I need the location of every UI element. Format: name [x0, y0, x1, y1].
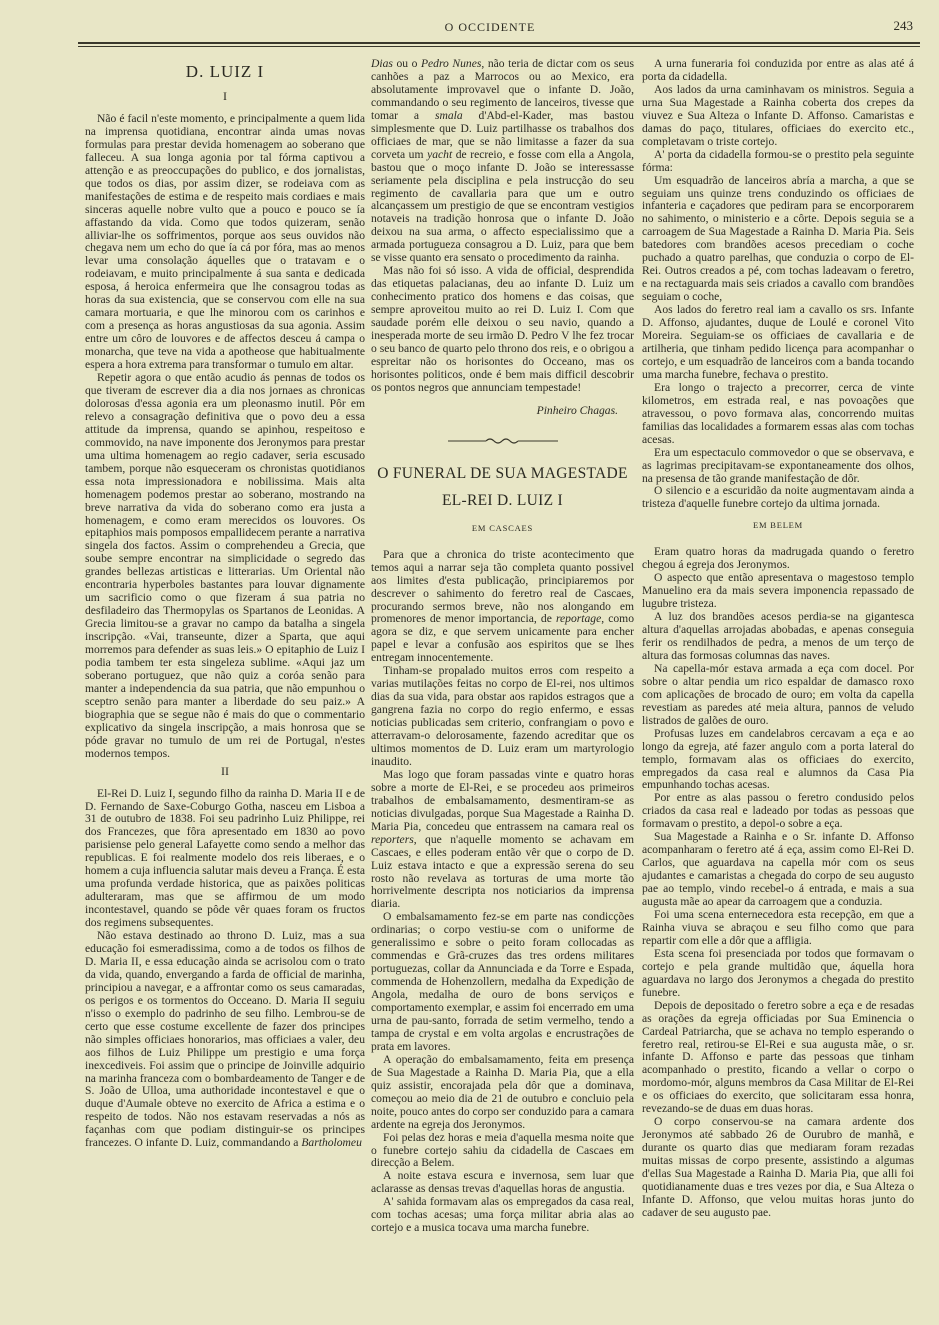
- paragraph: [642, 909, 914, 948]
- paragraph-text: A' porta da cidadella formou-se o prestito pela seguinte fórma:: [642, 147, 914, 174]
- paragraph: [371, 1196, 634, 1235]
- article-title: D. LUIZ I: [185, 62, 265, 81]
- paragraph: [85, 113, 365, 372]
- paragraph: [642, 175, 914, 305]
- paragraph: [371, 549, 634, 666]
- paragraph-text: , que n'aquelle momento se achavam em Cascaes, e elles poderam então vêr que o corpo de D. Luiz estava intacto e que a expressão serena do seu rosto não revelava as torturas de uma morte tão horrivelmente descripta nos noticiarios da imprensa diaria.: [371, 832, 634, 911]
- paragraph-text: Foi pelas dez horas e meia d'aquella mesma noite que o funebre cortejo sahiu da cidadella de Cascaes em direcção a Belem.: [371, 1130, 634, 1170]
- article-title-line: EL-REI D. LUIZ I: [441, 491, 563, 509]
- paragraph-text: O silencio e a escuridão da noite augmentavam ainda a tristeza d'aquelle funebre cortejo da ultima jornada.: [642, 484, 914, 511]
- paragraph: [642, 382, 914, 447]
- paragraph: [642, 1116, 914, 1220]
- paragraph-text: Mas logo que foram passadas vinte e quatro horas sobre a morte de El-Rei, e se procedeu aos primeiros trabalhos de embalsamamento, desmentiram-se as noticias divulgadas, porque Sua Magestade a Rainha D. Maria Pia, concedeu que entrassem na camara real os: [371, 767, 634, 833]
- paragraph-text: A urna funeraria foi conduzida por entre as alas até á porta da cidadella.: [642, 57, 914, 83]
- paragraph: [642, 485, 914, 511]
- paragraph: [642, 831, 914, 909]
- paragraph-text: Aos lados da urna caminhavam os ministros. Seguia a urna Sua Magestade a Rainha coberta dos crepes da viuvez e Sua Alteza o Infante D. Affonso. Camaristas e damas do paço, titulares, officiaes do exercito etc., completavam o triste cortejo.: [642, 82, 914, 148]
- author-signature: Pinheiro Chagas.: [536, 403, 618, 417]
- publication-name: O OCCIDENTE: [444, 20, 536, 34]
- masthead: [0, 18, 939, 38]
- paragraph-text: Repetir agora o que então acudio ás pennas de todos os que tiveram de escrever dia a dia nos jornaes as chronicas dolorosas d'essa agonia era um pleonasmo inutil. Pôr em relevo a consagração definitiva que o povo deu a essa attitude da imprensa, quando se apinhou, respeitoso e commovido, na nave imponente dos Jeronymos para prestar uma ultima homenagem ao regio cadaver, seria escusado tambem, porque não esqueceram os chronistas quotidianos essa nota impressionadora e nobilissima. Mais alta homenagem podemos prestar ao soberano, mostrando na breve narrativa da vida do soberano como era justa a homenagem, e como eram merecidos os louvores. Os epitaphios mais pomposos empallidecem perante a narrativa singela dos factos. Assim o comprehendeu a Grecia, que soube sempre encontrar na simplicidade o segredo das grandes bellezas artisticas e litterarias. Um Oriental não encontraria hyperboles bastantes para louvar dignamente um sacrificio como o que fizeram á sua patria no desfiladeiro das Thermopylas os Spartanos de Leonidas. A Grecia limitou-se a gravar no campo da batalha a singela inscripção. «Vai, transeunte, dizer a Sparta, que aqui morremos para defender as suas leis.» O epitaphio de Luiz I podia tambem ter esta singeleza sublime. «Aqui jaz um soberano portuguez, que não quiz a coróa senão para manter a independencia da sua patria, que não empunhou o sceptro senão para manter a liberdade do seu paiz.» A biographia que se segue não é mais do que o commentario explicativo da singela inscripção, a mais honrosa que se póde gravar no tumulo de um rei de Portugal, n'estes modernos tempos.: [85, 371, 365, 760]
- paragraph: [642, 948, 914, 1000]
- paragraph: [371, 911, 634, 1053]
- paragraph-text: O embalsamamento fez-se em parte nas condicções ordinarias; o corpo vestiu-se com o uniforme de generalissimo e sobre o peito foram collocadas as commendas e Grã-cruzes das tres ordens militares portuguezas, collar da Annunciada e da Torre e Espada, commenda de Hohenzollern, medalha da Expedição de Angola, medalha de ouro de bons serviços e comportamento exemplar, e assim foi encerrado em uma urna de pau-santo, forrada de setim vermelho, tendo a tampa de crystal e em volta argolas e encrustrações de prata em lavores.: [371, 910, 634, 1053]
- paragraph-text: Aos lados do feretro real iam a cavallo os srs. Infante D. Affonso, ajudantes, duque de Loulé e coronel Vito Moreira. Seguiam-se os officiaes de cavallaria e de artilheria, que tinham pedido licença para acompanhar o cortejo, e um esquadrão de lanceiros com a banda tocando uma marcha funebre, fechava o prestito.: [642, 303, 914, 381]
- paragraph-text: Profusas luzes em candelabros cercavam a eça e ao longo da egreja, até fazer angulo com a porta lateral do templo, formavam alas os officiaes do exercito, empregados da casa real e alumnos da Casa Pia empunhando tochas acesas.: [642, 726, 914, 792]
- paragraph: [371, 665, 634, 769]
- paragraph: [642, 572, 914, 611]
- paragraph-text: , como agora se diz, e que servem unicamente para encher papel e levar a confusão aos espiritos que se lhes entregam innocentemente.: [371, 612, 634, 665]
- paragraph-text: Depois de depositado o feretro sobre a eça e de resadas as orações da egreja officiadas por Sua Eminencia o Cardeal Patriarcha, que se achava no templo esperando o feretro real, retirou-se El-Rei e sua augusta mãe, o sr. infante D. Affonso e parte das pessoas que tinham acompanhado o prestito, ficando a vellar o corpo o mordomo-mór, alguns membros da Casa Militar de El-Rei e os officiaes do exercito, que solicitaram essa honra, revezando-se de duas em duas horas.: [642, 998, 914, 1116]
- paragraph-text: Na capella-mór estava armada a eça com docel. Por sobre o altar pendia um rico espaldar de damasco roxo com aplicações de brocado de ouro; em volta da capella revestiam as paredes até meia altura, pannos de veludo listrados de galões de ouro.: [642, 661, 914, 727]
- paragraph-text: Por entre as alas passou o feretro condusido pelos criados da casa real e ladeado por todas as pessoas que formavam o prestito, a depol-o sobre a eça.: [642, 791, 914, 831]
- paragraph-text: Um esquadrão de lanceiros abría a marcha, a que se seguiam uns quinze trens conduzindo os officiaes de infanteria e caçadores que pediram para se encorporarem no sahimento, o ministerio e a côrte. Depois seguia se a carroagem de Sua Magestade a Rainha D. Maria Pia. Seis batedores com brandões acesos precediam o coche puchado a quatro parelhas, que conduzia o corpo de El-Rei. Outros creados a pé, com tochas ladeavam o feretro, e na rectaguarda mais seis criados a cavallo com brandões seguiam o coche,: [642, 173, 914, 304]
- paragraph-text: O corpo conservou-se na camara ardente dos Jeronymos até sabbado 26 de Ourubro de manhã, e durante os quarto dias que mediaram foram rezadas muitas missas de corpo presente, assistindo a algumas d'ellas Sua Magestade a Rainha D. Maria Pia, que alli foi quotidianamente duas e tres vezes por dia, e Sua Alteza o Infante D. Affonso, que velou muitas horas junto do cadaver de seu augusto pae.: [642, 1115, 914, 1219]
- ornament-divider-icon: [371, 436, 634, 448]
- paragraph: [642, 304, 914, 382]
- paragraph-text: Era longo o trajecto a precorrer, cerca de vinte kilometros, em estrada real, e nas povoações que atravessou, o povo formava alas, concorrendo muitas familias das localidades a formarem essas alas com tochas acesas.: [642, 380, 914, 446]
- italic-text: smala: [434, 108, 463, 122]
- column-2: [371, 58, 634, 1235]
- paragraph: [371, 1170, 634, 1196]
- paragraph-text: A operação do embalsamamento, feita em presença de Sua Magestade a Rainha D. Maria Pia, que a ella quiz assistir, encorajada pela dôr que a dominava, começou ao meio dia de 21 de outubro e concluio pela noite, pouco antes do corpo ser conduzido para a camara ardente na egreja dos Jeronymos.: [371, 1052, 634, 1131]
- paragraph: [371, 1132, 634, 1171]
- paragraph: [371, 769, 634, 911]
- paragraph-text: Sua Magestade a Rainha e o Sr. infante D. Affonso acompanharam o feretro até á eça, assim como El-Rei D. Carlos, que aguardava na capella mór com os seus ajudantes e camaristas a chegada do corpo de seu augusto pae ao templo, vindo recebel-o á entrada, e mais a sua augusta mãe ao apear da carroagem que a conduzia.: [642, 830, 914, 909]
- paragraph-text: Eram quatro horas da madrugada quando o feretro chegou á egreja dos Jeronymos.: [642, 545, 914, 572]
- section-number: I: [223, 89, 227, 103]
- paragraph-text: O aspecto que então apresentava o magestoso templo Manuelino era da mais severa imponencia repassado de lugubre tristeza.: [642, 571, 914, 611]
- paragraph: [85, 788, 365, 930]
- paragraph-text: de recreio, e fosse com ella a Angola, bastou que o moço infante D. João se interessasse seriamente pela disciplina e pela instrucção do seu regimento de cavallaria para que um e outro alcançassem um prestigio de que se encontram vestigios notaveis na tradição honrosa que o infante D. João deixou na sua arma, o affecto especialissimo que a armada portugueza consagrou a D. Luiz, para que bem se visse quanto era sensato o procedimento da rainha.: [371, 147, 634, 265]
- italic-text: Dias: [371, 57, 393, 70]
- paragraph: [371, 58, 634, 265]
- paragraph-text: Mas não foi só isso. A vida de official, desprendida das etiquetas palacianas, deu ao infante D. Luiz um conhecimento pratico dos homens e das coisas, que sempre aproveitou muito ao rei D. Luiz I. Com que saudade porém elle deixou o seu navio, quando a inesperada morte de seu irmão D. Pedro V lhe fez trocar o seu banco de quarto pelo throno dos reis, e o obrigou a espreitar não os horisontes do Occeano, mas os horisontes politicos, onde é bem mais difficil descobrir os pontos negros que annunciam tempestade!: [371, 264, 634, 394]
- paragraph-text: El-Rei D. Luiz I, segundo filho da rainha D. Maria II e de D. Fernando de Saxe-Coburgo Gotha, nasceu em Lisboa a 31 de outubro de 1838. Foi seu padrinho Luiz Philippe, rei dos Francezes, que fôra apresentado em 1830 ao povo parisiense pelo general Lafayette como sendo a melhor das republicas. E foi realmente modelo dos reis liberaes, e o homem a cuja influencia salutar mais deveu a França. É esta uma profunda verdade historica, que as paixões politicas adulteraram, mas que se affirmou de um modo incontestavel, quando se pôde vêr quaes foram os fructos dos regimens subsequentes.: [85, 786, 365, 930]
- italic-text: reportage: [555, 612, 602, 626]
- column-1: [85, 58, 365, 1150]
- paragraph-text: Não é facil n'este momento, e principalmente a quem lida na imprensa quotidiana, encontrar ainda umas novas formulas para prestar devida homenagem ao soberano que falleceu. A sua longa agonia por tal fórma captivou a attenção e as preoccupações do publico, e dos jornalistas, que todos os dias, por assim dizer, se rodeiava com as manifestações de estima e de respeito mais cordiaes e mais sinceras aquelle nobre vulto que a pouco e pouco se ía affastando da vida. Como que todos quizeram, senão alliviar-lhe os soffrimentos, porque aos seus ouvidos não chegava nem um echo do que ía cá por fóra, mas ao menos levar uma consolação áquelles que o tratavam e o rodeiavam, e muito principalmente á sua santa e dedicada esposa, á heroica enfermeira que lhe consagrou todas as horas da sua existencia, que se conservou com elle na sua camara mortuaria, e que lhe minorou com os carinhos e com a presença as horas angustiosas da sua agonia. Assim entre um côro de louvores e de affectos desceu á campa o monarcha, que teve na vida a apotheose que habitualmente espera a hora extrema para transformar o tumulo em altar.: [85, 111, 365, 372]
- paragraph: [642, 728, 914, 793]
- section-number: II: [221, 763, 229, 778]
- paragraph-text: Não estava destinado ao throno D. Luiz, mas a sua educação foi esmeradissima, como a de todos os filhos de D. Maria II, e essa educação ainda se acrisolou com o trato da vida, quando, envergando a farda de official de marinha, principiou a navegar, e a affrontar como os seus camaradas, os perigos e os tormentos do Occeano. D. Maria II seguiu n'isso o exemplo do padrinho de seu filho. Lembrou-se de certo que esse costume excellente de fazer dos principes não simples officiaes honorarios, mas officiaes a valer, deu aos filhos de Luiz Philippe um prestigio e uma força inexcediveis. Foi assim que o principe de Joinville adquirio na marinha franceza com o bombardeamento de Tanger e de S. João de Ulloa, uma authoridade incontestavel e que o duque d'Aumale obteve no exercito de Africa a estima e o respeito de todos. Não nos estavam reservadas a nós as façanhas com que podiam distinguir-se os principes francezes. O infante D. Luiz, commandando a: [85, 929, 365, 1150]
- italic-text: Bartholomeu: [301, 1136, 362, 1150]
- paragraph-text: Tinham-se propalado muitos erros com respeito a varias mutilações feitas no corpo de El-rei, nos ultimos dias da sua vida, para obstar aos rapidos estragos que a gangrena fazia no corpo do regio enfermo, e essas noticias publicadas sem criterio, confrangiam o povo e atterravam-o delorosamente, fazendo acreditar que os ultimos momentos de D. Luiz eram um martyrologio inaudito.: [371, 664, 634, 768]
- paragraph: [642, 792, 914, 831]
- subheading: EM BELEM: [752, 520, 804, 531]
- paragraph: [642, 546, 914, 572]
- paragraph: [642, 611, 914, 663]
- paragraph: [85, 930, 365, 1150]
- paragraph-text: , não teria de dictar com os seus canhões a paz a Marrocos ou ao Mexico, era absolutamente improvavel que o infante D. João, commandando o seu regimento de lanceiros, tivesse que tomar a: [371, 57, 634, 122]
- paragraph: [642, 663, 914, 728]
- paragraph-text: Era um espectaculo commovedor o que se observava, e as lagrimas precipitavam-se expontaneamente dos olhos, na presensa de tão grande manifestação de dôr.: [642, 445, 914, 485]
- subheading: EM CASCAES: [471, 522, 534, 533]
- header-rule-thin: [78, 46, 920, 47]
- paragraph-text: Foi uma scena enternecedora esta recepção, em que a Rainha viuva se abraçou e seu filho como que para repartir com elle a dôr que a affligia.: [642, 908, 914, 947]
- paragraph-text: A luz dos brandões acesos perdia-se na gigantesca altura d'aquellas arrojadas abobadas, e apenas conseguia ferir os rendilhados de pedra, a menos de um terço de altura das formosas columnas das naves.: [642, 610, 914, 662]
- paragraph-text: Esta scena foi presenciada por todos que formavam o cortejo e pela grande multidão que, áquella hora aguardava no largo dos Jeronymos a chegada do prestito funebre.: [642, 946, 914, 999]
- paragraph: [371, 265, 634, 395]
- paragraph-text: A' sahida formavam alas os empregados da casa real, com tochas acesas; uma força militar abria alas ao cortejo e a musica tocava uma marcha funebre.: [371, 1195, 634, 1235]
- paragraph-text: Para que a chronica do triste acontecimento que temos aqui a narrar seja tão completa quanto possivel aos limites d'esta publicação, principiaremos por descrever o sahimento do feretro real de Cascaes, procurando sermos breve, não nos alongando em promenores de menor importancia, de: [371, 547, 634, 626]
- column-3: [642, 58, 914, 1220]
- paragraph-text: ou o: [392, 57, 421, 70]
- paragraph: [85, 372, 365, 761]
- header-rule-thick: [78, 42, 920, 44]
- paragraph: [642, 84, 914, 149]
- page-number: 243: [893, 18, 913, 33]
- paragraph-text: d'Abd-el-Kader, mas bastou simplesmente que D. Luiz partilhasse os trabalhos dos officiaes de mar, que se não limitasse a fazer da sua corveta um: [371, 108, 634, 161]
- italic-text: reporters: [371, 832, 414, 846]
- paragraph: [642, 1000, 914, 1117]
- paragraph: [371, 1054, 634, 1132]
- article-title-line: O FUNERAL DE SUA MAGESTADE: [377, 464, 628, 482]
- paragraph: [642, 58, 914, 84]
- article-title: [371, 460, 634, 514]
- italic-text: Pedro Nunes: [420, 57, 482, 70]
- paragraph: [642, 149, 914, 175]
- italic-text: yacht: [427, 147, 453, 161]
- paragraph-text: A noite estava escura e invernosa, sem luar que aclarasse as densas trevas d'aquellas horas de angustia.: [371, 1169, 634, 1196]
- paragraph: [642, 447, 914, 486]
